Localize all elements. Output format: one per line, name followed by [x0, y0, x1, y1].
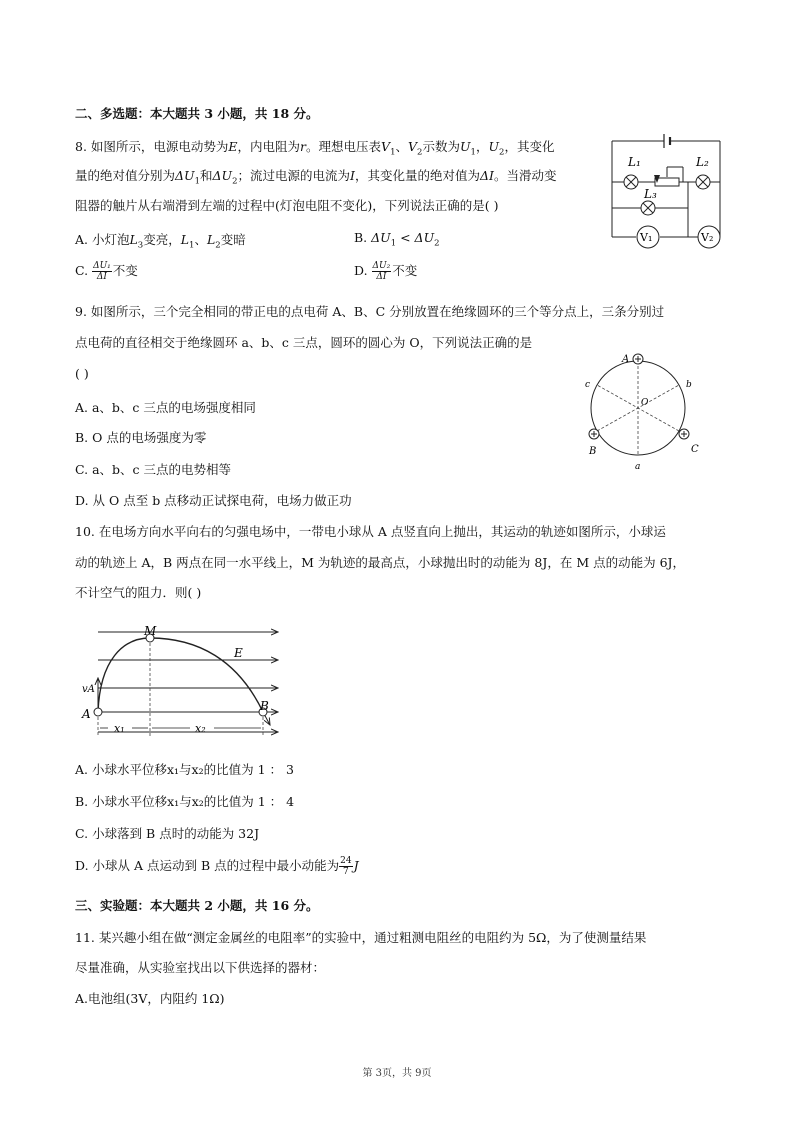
q8-option-a: A. 小灯泡$L_3$变亮，$L_1$、$L_2$变暗: [75, 232, 246, 251]
q10-line1: 10. 在电场方向水平向右的匀强电场中，一带电小球从 A 点竖直向上抛出，其运动的轨迹如图所示，小球运: [75, 524, 666, 539]
q8-option-c: C. $\frac{\text{ΔU₁}}{\Delta I}$ 不变: [75, 261, 138, 282]
label-point-c: c: [585, 380, 591, 390]
label-e: E: [234, 646, 243, 660]
fraction: $\frac{\text{ΔU₁}}{\Delta I}$: [93, 261, 111, 282]
q11-line2: 尽量准确，从实验室找出以下供选择的器材：: [75, 960, 326, 975]
q9-option-d: D. 从 O 点至 b 点移动正试探电荷，电场力做正功: [75, 493, 352, 508]
q10-option-a: A. 小球水平位移x₁与x₂的比值为 1 ： 3: [75, 762, 294, 777]
q9-option-b: B. O 点的电场强度为零: [75, 430, 207, 445]
label-l3: L₃: [644, 187, 657, 201]
label-charge-a: A: [622, 354, 630, 365]
q10-option-c: C. 小球落到 B 点时的动能为 32J: [75, 826, 260, 841]
label-point-b: b: [686, 380, 692, 390]
q9-option-c: C. a、b、c 三点的电势相等: [75, 462, 231, 477]
q11-line1: 11. 某兴趣小组在做“测定金属丝的电阻率”的实验中，通过粗测电阻丝的电阻约为 5Ω，为了使测量结果: [75, 930, 647, 945]
label-charge-c: C: [691, 444, 699, 455]
section-title-multiple-choice: 二、多选题：本大题共 3 小题，共 18 分。: [75, 106, 319, 121]
point-a-marker: [94, 708, 102, 716]
label-l2: L₂: [696, 155, 709, 169]
label-b: B: [260, 699, 269, 713]
q8-option-b: B. $\Delta U_1 < \Delta U_2$: [354, 230, 440, 249]
q9-line1: 9. 如图所示，三个完全相同的带正电的点电荷 A、B、C 分别放置在绝缘圆环的三个等分点上，三条分别过: [75, 304, 665, 319]
q9-paren: ( ): [75, 366, 89, 381]
label-x1: x₁: [114, 722, 125, 735]
label-va: vA: [82, 684, 95, 695]
fraction: $\frac{\text{ΔU₂}}{\Delta I}$: [372, 261, 391, 282]
label-v2: V₂: [701, 231, 714, 244]
q8-circuit-diagram: [608, 134, 726, 252]
label-x2: x₂: [195, 722, 206, 735]
label-v1: V₁: [640, 231, 653, 244]
label-center-o: O: [641, 398, 649, 408]
fraction: $\frac{24}{7}$: [340, 856, 352, 877]
label-point-a: a: [635, 462, 641, 472]
label-a: A: [82, 707, 91, 721]
q9-line2: 点电荷的直径相交于绝缘圆环 a、b、c 三点，圆环的圆心为 O，下列说法正确的是: [75, 335, 533, 350]
label-m: M: [144, 624, 157, 638]
q9-ring-diagram: [580, 348, 702, 472]
q11-item-a: A.电池组(3V，内阻约 1Ω): [75, 991, 225, 1006]
q8-line2: 量的绝对值分别为$\Delta U_1$和$\Delta U_2$；流过电源的电流为I，其变化量的绝对值为ΔI。当滑动变: [75, 168, 557, 187]
label-charge-b: B: [589, 446, 597, 457]
page-footer: 第 3页，共 9页: [362, 1068, 432, 1079]
q10-line2: 动的轨迹上 A，B 两点在同一水平线上，M 为轨迹的最高点，小球抛出时的动能为 8J，在 M 点的动能为 6J，: [75, 555, 686, 570]
section-title-experiment: 三、实验题：本大题共 2 小题，共 16 分。: [75, 898, 319, 913]
q8-line3: 阻器的触片从右端滑到左端的过程中(灯泡电阻不变化)，下列说法正确的是( ): [75, 198, 499, 213]
q8-line1: 8. 如图所示，电源电动势为E，内电阻为r。理想电压表$V_1$、$V_2$示数为$U_1$，$U_2$，其变化: [75, 139, 555, 158]
q10-option-d: D. 小球从 A 点运动到 B 点的过程中最小动能为 $\frac{24}{7}$ J: [75, 856, 359, 877]
q8-option-d: D. $\frac{\text{ΔU₂}}{\Delta I}$ 不变: [354, 261, 418, 282]
q10-line3: 不计空气的阻力．则( ): [75, 585, 202, 600]
label-l1: L₁: [628, 155, 641, 169]
q9-option-a: A. a、b、c 三点的电场强度相同: [75, 400, 256, 415]
q10-trajectory-diagram: [78, 620, 288, 745]
q10-option-b: B. 小球水平位移x₁与x₂的比值为 1 ： 4: [75, 794, 295, 809]
